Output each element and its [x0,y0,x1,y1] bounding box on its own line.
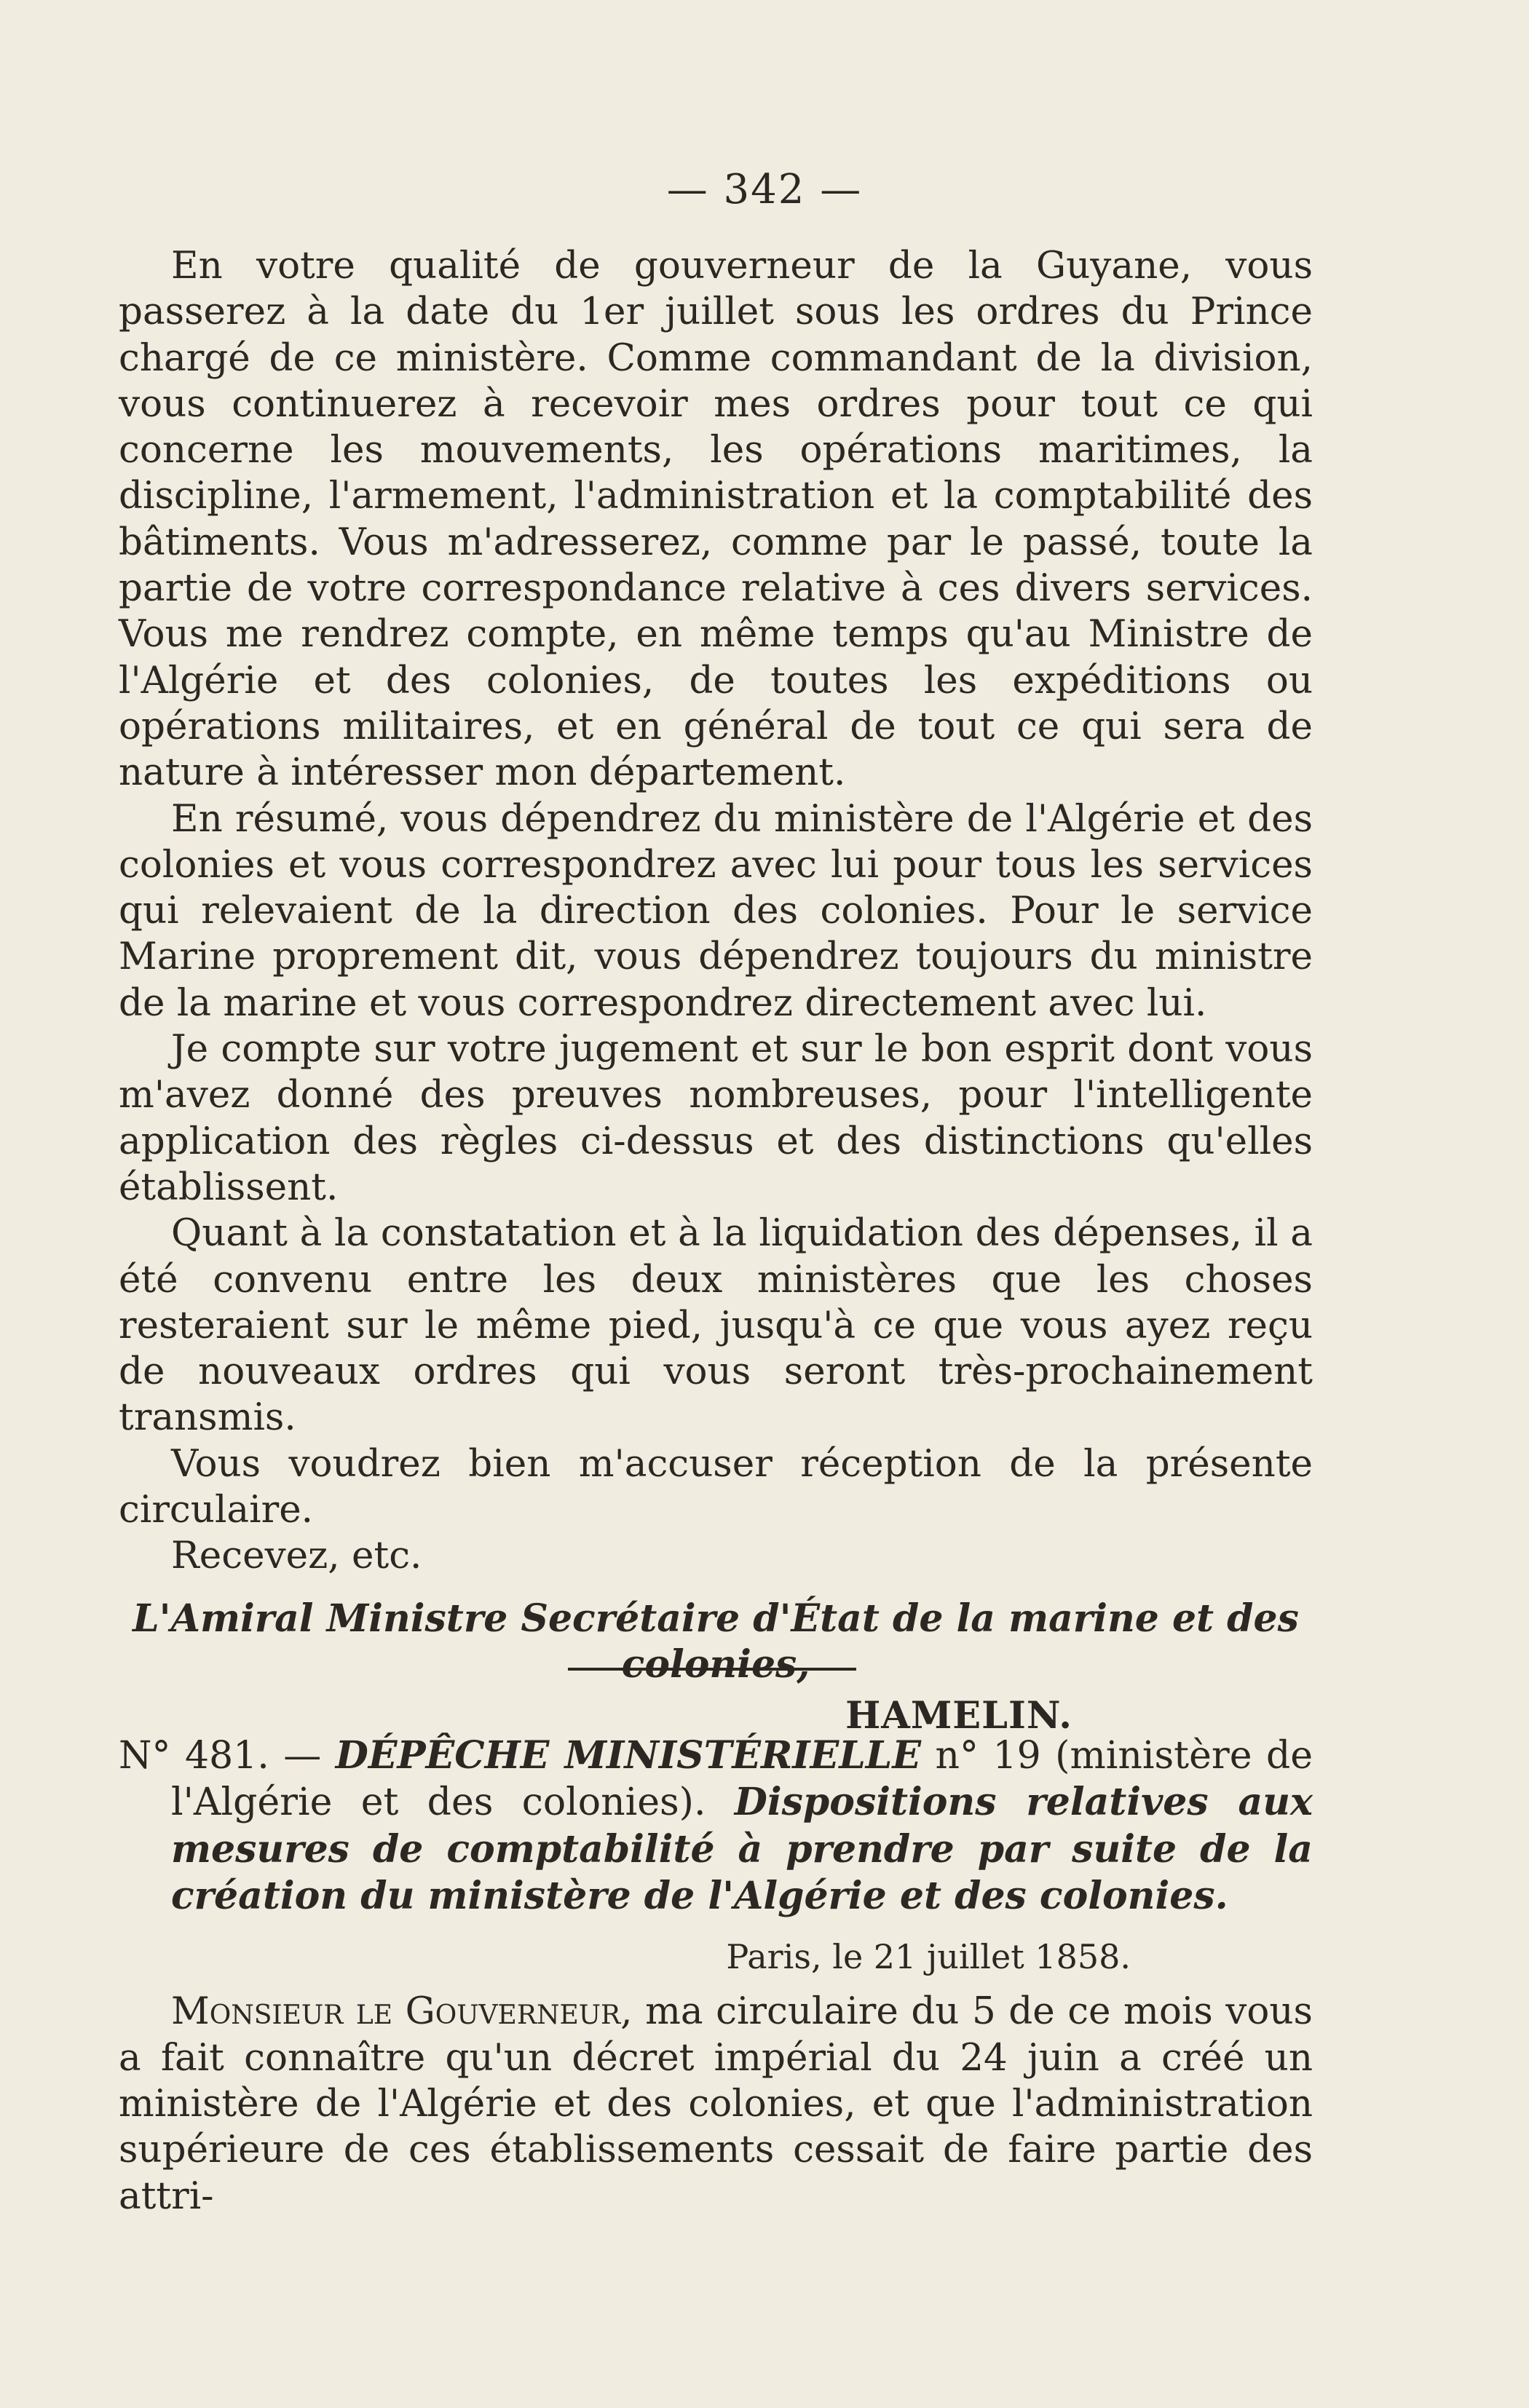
entry-description: Dispositions relatives aux mesures de comptabilité à prendre par suite de la création du ministère de l'Algérie et des colonies. [171,1780,1313,1918]
paragraph: Vous voudrez bien m'accuser réception de la présente circulaire. [119,1441,1313,1532]
paragraph: En votre qualité de gouverneur de la Guyane, vous passerez à la date du 1er juillet sous les ordres du Prince chargé de ce ministère. Comme commandant de la division, vous continuerez à recevoir mes ordres pour tout ce qui concerne les mouvements, les opérations maritimes, la discipline, l'armement, l'administration et la comptabilité des bâtiments. Vous m'adresserez, comme par le passé, toute la partie de votre correspondance relative à ces divers services. Vous me rendrez compte, en même temps qu'au Ministre de l'Algérie et des colonies, de toutes les expéditions ou opérations militaires, et en général de tout ce qui sera de nature à intéresser mon département. [119,244,1313,795]
signature-name: HAMELIN. [845,1694,1072,1738]
section-divider [568,1668,856,1671]
dispatch-entry [119,1732,1313,2219]
paragraph: En résumé, vous dépendrez du ministère de l'Algérie et des colonies et vous correspondrez avec lui pour tous les services qui relevaient de la direction des colonies. Pour le service Marine proprement dit, vous dépendrez toujours du ministre de la marine et vous correspondrez directement avec lui. [119,796,1313,1025]
entry-paragraph [119,1989,1313,2219]
closing-formula: Recevez, etc. [171,1534,422,1578]
entry-reference: n° 19 (ministère de l'Algérie et des colonies). [171,1734,1313,1825]
entry-title: DÉPÊCHE MINISTÉRIELLE [335,1733,922,1778]
entry-number: N° 481. — [119,1734,322,1778]
signature-title: L'Amiral Ministre Secrétaire d'État de la marine et des colonies, [133,1596,1299,1687]
entry-heading [119,1732,1313,1920]
letter-body [119,243,1313,1740]
entry-body: ma circulaire du 5 de ce mois vous a fait connaître qu'un décret impérial du 24 juin a créé un ministère de l'Algérie et des colonies, et que l'administration supérieure de ces établissements cessait de faire partie des attri- [119,1989,1313,2218]
paragraph: Quant à la constatation et à la liquidation des dépenses, il a été convenu entre les deux ministères que les choses resteraient sur le même pied, jusqu'à ce que vous ayez reçu de nouveaux ordres qui vous seront très-prochainement transmis. [119,1211,1313,1440]
dateline: Paris, le 21 juillet 1858. [726,1937,1131,1977]
paragraph: Je compte sur votre jugement et sur le bon esprit dont vous m'avez donné des preuves nombreuses, pour l'intelligente application des règles ci-dessus et des distinctions qu'elles établissent. [119,1027,1313,1209]
salutation: Monsieur le Gouverneur, [171,1989,633,2034]
page-number: — 342 — [666,166,863,213]
